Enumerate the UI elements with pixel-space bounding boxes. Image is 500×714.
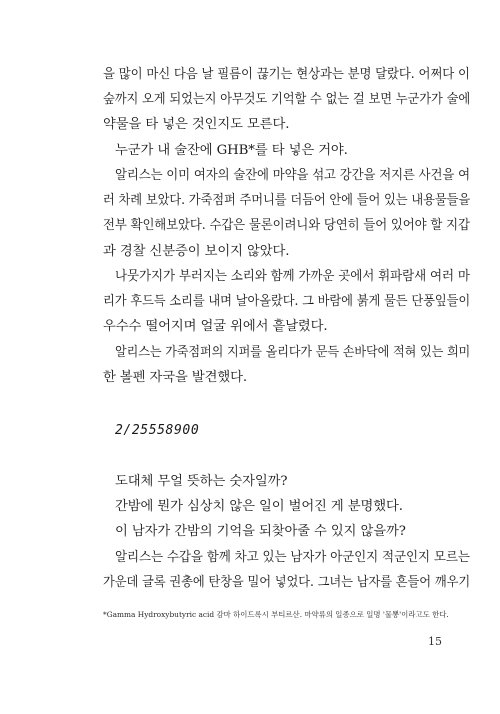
- text-line: 한 볼펜 자국을 발견했다.: [103, 370, 247, 385]
- text-line: 전부 확인해보았다. 수갑은 물론이려니와 당연히 들어 있어야 할 지갑: [103, 218, 470, 233]
- text-line: 우수수 떨어지며 얼굴 위에서 흩날렸다.: [103, 319, 328, 334]
- text-line: 알리스는 수갑을 함께 차고 있는 남자가 아군인지 적군인지 모르는: [115, 550, 470, 565]
- text-line: 러 차례 보았다. 가죽점퍼 주머니를 더듬어 안에 들어 있는 내용물들을: [103, 193, 471, 208]
- text-line: 숲까지 오게 되었는지 아무것도 기억할 수 없는 걸 보면 누군가가 술에: [103, 92, 471, 107]
- text-line: 약물을 타 넣은 것인지도 모른다.: [103, 117, 290, 132]
- page-number: 15: [428, 635, 442, 648]
- text-line: 간밤에 뭔가 심상치 않은 일이 벌어진 게 분명했다.: [115, 499, 403, 514]
- text-line: 이 남자가 간밤의 기억을 되찾아줄 수 있지 않을까?: [115, 524, 406, 539]
- text-line: 알리스는 가죽점퍼의 지퍼를 올리다가 문득 손바닥에 적혀 있는 희미: [115, 345, 471, 360]
- text-line: 가운데 글록 권총에 탄창을 밀어 넣었다. 그녀는 남자를 흔들어 깨우기: [103, 575, 471, 590]
- handwritten-number: 2/25558900: [115, 423, 200, 438]
- text-line: 을 많이 마신 다음 날 필름이 끊기는 현상과는 분명 달랐다. 어쩌다 이: [103, 67, 470, 82]
- text-line: 나뭇가지가 부러지는 소리와 함께 가까운 곳에서 휘파람새 여러 마: [115, 269, 470, 284]
- text-line: 도대체 무얼 뜻하는 숫자일까?: [115, 474, 288, 489]
- footnote: *Gamma Hydroxybutyric acid 감마 하이드록시 부티르산. 마약류의 일종으로 일명 '물뽕'이라고도 한다.: [103, 610, 449, 619]
- text-line: 누군가 내 술잔에 GHB*를 타 넣은 거야.: [115, 143, 348, 158]
- text-line: 알리스는 이미 여자의 술잔에 마약을 섞고 강간을 저지른 사건을 여: [115, 168, 470, 183]
- text-line: 리가 후드득 소리를 내며 날아올랐다. 그 바람에 붉게 물든 단풍잎들이: [103, 294, 471, 309]
- text-line: 과 경찰 신분증이 보이지 않았다.: [103, 244, 290, 259]
